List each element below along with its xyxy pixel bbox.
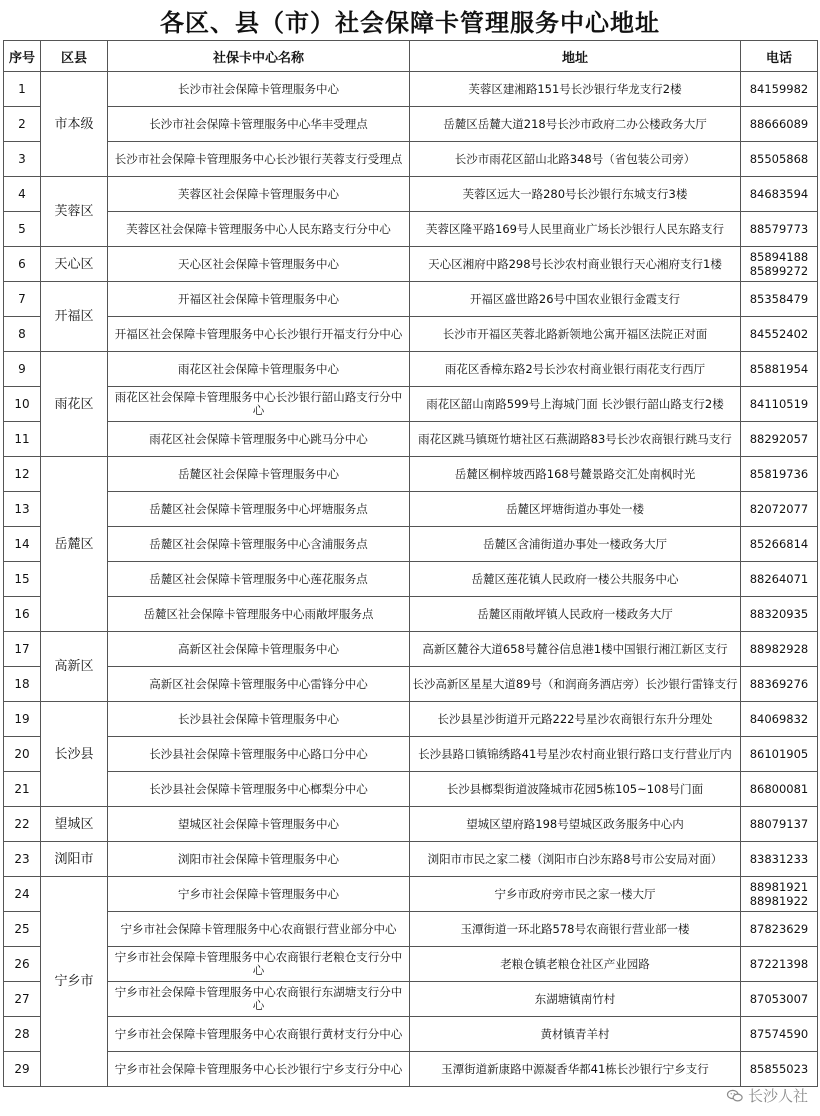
row-phone [741,597,818,632]
row-center-name: 岳麓区社会保障卡管理服务中心 [108,457,410,492]
phone-number: 88369276 [749,677,809,691]
row-seq: 20 [4,737,41,772]
table-row [4,877,818,912]
row-center-name: 开福区社会保障卡管理服务中心长沙银行开福支行分中心 [108,317,410,352]
row-seq: 26 [4,947,41,982]
row-district: 岳麓区 [41,457,108,632]
row-phone [741,247,818,282]
phone-number: 84110519 [749,397,809,411]
row-center-name: 长沙县社会保障卡管理服务中心路口分中心 [108,737,410,772]
row-district: 开福区 [41,282,108,352]
header-district: 区县 [41,41,108,72]
table-row [4,177,818,212]
row-phone [741,387,818,422]
table-row [4,737,818,772]
header-center-name: 社保卡中心名称 [108,41,410,72]
table-row [4,1017,818,1052]
table-row [4,807,818,842]
phone-number: 84069832 [749,712,809,726]
phone-number: 85266814 [749,537,809,551]
table-row [4,282,818,317]
table-row [4,212,818,247]
row-address: 玉潭街道一环北路578号农商银行营业部一楼 [410,912,741,947]
row-center-name: 雨花区社会保障卡管理服务中心跳马分中心 [108,422,410,457]
row-seq: 13 [4,492,41,527]
table-row [4,72,818,107]
row-seq: 12 [4,457,41,492]
phone-number: 88666089 [749,117,809,131]
header-phone: 电话 [741,41,818,72]
row-phone [741,527,818,562]
row-center-name: 高新区社会保障卡管理服务中心雷锋分中心 [108,667,410,702]
row-district: 芙蓉区 [41,177,108,247]
phone-number: 88981922 [749,894,809,908]
table-row [4,632,818,667]
row-seq: 11 [4,422,41,457]
phone-number: 88264071 [749,572,809,586]
row-seq: 19 [4,702,41,737]
row-address: 浏阳市市民之家二楼（浏阳市白沙东路8号市公安局对面） [410,842,741,877]
row-seq: 28 [4,1017,41,1052]
row-seq: 21 [4,772,41,807]
row-center-name: 岳麓区社会保障卡管理服务中心莲花服务点 [108,562,410,597]
table-row [4,982,818,1017]
phone-number: 86800081 [749,782,809,796]
row-seq: 1 [4,72,41,107]
row-phone [741,1052,818,1087]
row-center-name: 岳麓区社会保障卡管理服务中心雨敞坪服务点 [108,597,410,632]
row-phone [741,352,818,387]
row-address: 雨花区韶山南路599号上海城门面 长沙银行韶山路支行2楼 [410,387,741,422]
row-district: 望城区 [41,807,108,842]
row-address: 黄材镇青羊村 [410,1017,741,1052]
row-phone [741,317,818,352]
phone-number: 84552402 [749,327,809,341]
row-phone [741,912,818,947]
row-district: 宁乡市 [41,877,108,1087]
table-row [4,142,818,177]
row-phone [741,807,818,842]
row-address: 开福区盛世路26号中国农业银行金霞支行 [410,282,741,317]
table-header-row [4,41,818,72]
row-seq: 29 [4,1052,41,1087]
row-seq: 17 [4,632,41,667]
row-address: 东湖塘镇南竹村 [410,982,741,1017]
row-address: 长沙市雨花区韶山北路348号（省包装公司旁） [410,142,741,177]
row-address: 岳麓区桐梓坡西路168号麓景路交汇处南枫时光 [410,457,741,492]
row-center-name: 长沙市社会保障卡管理服务中心长沙银行芙蓉支行受理点 [108,142,410,177]
row-address: 长沙县榔梨街道波隆城市花园5栋105~108号门面 [410,772,741,807]
row-seq: 3 [4,142,41,177]
row-phone [741,842,818,877]
row-address: 岳麓区岳麓大道218号长沙市政府二办公楼政务大厅 [410,107,741,142]
row-address: 岳麓区坪塘街道办事处一楼 [410,492,741,527]
row-center-name: 天心区社会保障卡管理服务中心 [108,247,410,282]
row-seq: 23 [4,842,41,877]
table-row [4,107,818,142]
phone-number: 88579773 [749,222,809,236]
header-seq: 序号 [4,41,41,72]
row-seq: 8 [4,317,41,352]
row-address: 老粮仓镇老粮仓社区产业园路 [410,947,741,982]
row-phone [741,982,818,1017]
phone-number: 87823629 [749,922,809,936]
row-seq: 24 [4,877,41,912]
phone-number: 85899272 [749,264,809,278]
table-row [4,667,818,702]
row-phone [741,212,818,247]
row-seq: 25 [4,912,41,947]
row-center-name: 芙蓉区社会保障卡管理服务中心 [108,177,410,212]
page-title: 各区、县（市）社会保障卡管理服务中心地址 [160,8,660,37]
row-seq: 16 [4,597,41,632]
row-phone [741,702,818,737]
table-row [4,842,818,877]
table-row [4,387,818,422]
header-address: 地址 [410,41,741,72]
row-phone [741,72,818,107]
row-phone [741,737,818,772]
table-row [4,527,818,562]
phone-number: 87574590 [749,1027,809,1041]
row-phone [741,142,818,177]
phone-number: 88981921 [749,880,809,894]
row-center-name: 宁乡市社会保障卡管理服务中心农商银行黄材支行分中心 [108,1017,410,1052]
phone-number: 88982928 [749,642,809,656]
phone-number: 83831233 [749,852,809,866]
row-seq: 4 [4,177,41,212]
row-address: 望城区望府路198号望城区政务服务中心内 [410,807,741,842]
watermark-text: 长沙人社 [747,1087,808,1105]
row-center-name: 长沙市社会保障卡管理服务中心华丰受理点 [108,107,410,142]
row-address: 芙蓉区隆平路169号人民里商业广场长沙银行人民东路支行 [410,212,741,247]
table-row [4,247,818,282]
row-seq: 27 [4,982,41,1017]
row-address: 长沙市开福区芙蓉北路新领地公寓开福区法院正对面 [410,317,741,352]
row-seq: 5 [4,212,41,247]
row-address: 天心区湘府中路298号长沙农村商业银行天心湘府支行1楼 [410,247,741,282]
row-address: 雨花区香樟东路2号长沙农村商业银行雨花支行西厅 [410,352,741,387]
row-phone [741,1017,818,1052]
row-center-name: 宁乡市社会保障卡管理服务中心农商银行东湖塘支行分中心 [108,982,410,1017]
row-seq: 14 [4,527,41,562]
row-phone [741,177,818,212]
row-seq: 18 [4,667,41,702]
phone-number: 85894188 [749,250,809,264]
phone-number: 85505868 [749,152,809,166]
phone-number: 87053007 [749,992,809,1006]
row-seq: 6 [4,247,41,282]
row-center-name: 宁乡市社会保障卡管理服务中心长沙银行宁乡支行分中心 [108,1052,410,1087]
watermark [726,1085,808,1106]
table-row [4,457,818,492]
table-row [4,492,818,527]
row-address: 长沙高新区星星大道89号（和润商务酒店旁）长沙银行雷锋支行 [410,667,741,702]
phone-number: 85819736 [749,467,809,481]
row-phone [741,457,818,492]
phone-number: 88320935 [749,607,809,621]
row-phone [741,107,818,142]
phone-number: 84159982 [749,82,809,96]
table-row [4,772,818,807]
row-district: 市本级 [41,72,108,177]
row-address: 玉潭街道新康路中源凝香华都41栋长沙银行宁乡支行 [410,1052,741,1087]
row-seq: 9 [4,352,41,387]
row-address: 岳麓区雨敞坪镇人民政府一楼政务大厅 [410,597,741,632]
row-center-name: 芙蓉区社会保障卡管理服务中心人民东路支行分中心 [108,212,410,247]
row-center-name: 岳麓区社会保障卡管理服务中心含浦服务点 [108,527,410,562]
wechat-icon [726,1087,744,1105]
row-seq: 7 [4,282,41,317]
row-phone [741,667,818,702]
table-row [4,422,818,457]
row-phone [741,562,818,597]
phone-number: 82072077 [749,502,809,516]
row-address: 芙蓉区远大一路280号长沙银行东城支行3楼 [410,177,741,212]
row-district: 天心区 [41,247,108,282]
row-district: 高新区 [41,632,108,702]
row-district: 雨花区 [41,352,108,457]
row-phone [741,422,818,457]
row-center-name: 雨花区社会保障卡管理服务中心长沙银行韶山路支行分中心 [108,387,410,422]
phone-number: 85881954 [749,362,809,376]
row-center-name: 宁乡市社会保障卡管理服务中心 [108,877,410,912]
row-phone [741,772,818,807]
row-seq: 15 [4,562,41,597]
row-seq: 22 [4,807,41,842]
row-address: 长沙县路口镇锦绣路41号星沙农村商业银行路口支行营业厅内 [410,737,741,772]
row-center-name: 望城区社会保障卡管理服务中心 [108,807,410,842]
table-row [4,947,818,982]
row-district: 长沙县 [41,702,108,807]
phone-number: 85358479 [749,292,809,306]
row-address: 宁乡市政府旁市民之家一楼大厅 [410,877,741,912]
row-address: 岳麓区含浦街道办事处一楼政务大厅 [410,527,741,562]
row-center-name: 宁乡市社会保障卡管理服务中心农商银行老粮仓支行分中心 [108,947,410,982]
phone-number: 88292057 [749,432,809,446]
row-center-name: 宁乡市社会保障卡管理服务中心农商银行营业部分中心 [108,912,410,947]
row-center-name: 岳麓区社会保障卡管理服务中心坪塘服务点 [108,492,410,527]
table-row [4,912,818,947]
table-body [4,72,818,1087]
row-district: 浏阳市 [41,842,108,877]
phone-number: 86101905 [749,747,809,761]
row-seq: 2 [4,107,41,142]
phone-number: 84683594 [749,187,809,201]
phone-number: 85855023 [749,1062,809,1076]
row-address: 岳麓区莲花镇人民政府一楼公共服务中心 [410,562,741,597]
row-address: 长沙县星沙街道开元路222号星沙农商银行东升分理处 [410,702,741,737]
table-row [4,352,818,387]
phone-number: 87221398 [749,957,809,971]
row-center-name: 开福区社会保障卡管理服务中心 [108,282,410,317]
table-row [4,317,818,352]
table-row [4,597,818,632]
table-row [4,1052,818,1087]
row-center-name: 雨花区社会保障卡管理服务中心 [108,352,410,387]
address-table [3,40,818,1087]
row-address: 芙蓉区建湘路151号长沙银行华龙支行2楼 [410,72,741,107]
row-seq: 10 [4,387,41,422]
phone-number: 88079137 [749,817,809,831]
row-center-name: 长沙县社会保障卡管理服务中心榔梨分中心 [108,772,410,807]
row-phone [741,877,818,912]
row-address: 高新区麓谷大道658号麓谷信息港1楼中国银行湘江新区支行 [410,632,741,667]
row-address: 雨花区跳马镇斑竹塘社区石燕湖路83号长沙农商银行跳马支行 [410,422,741,457]
row-phone [741,947,818,982]
row-center-name: 浏阳市社会保障卡管理服务中心 [108,842,410,877]
table-row [4,562,818,597]
row-center-name: 长沙市社会保障卡管理服务中心 [108,72,410,107]
table-row [4,702,818,737]
row-phone [741,632,818,667]
row-phone [741,492,818,527]
row-phone [741,282,818,317]
row-center-name: 长沙县社会保障卡管理服务中心 [108,702,410,737]
row-center-name: 高新区社会保障卡管理服务中心 [108,632,410,667]
